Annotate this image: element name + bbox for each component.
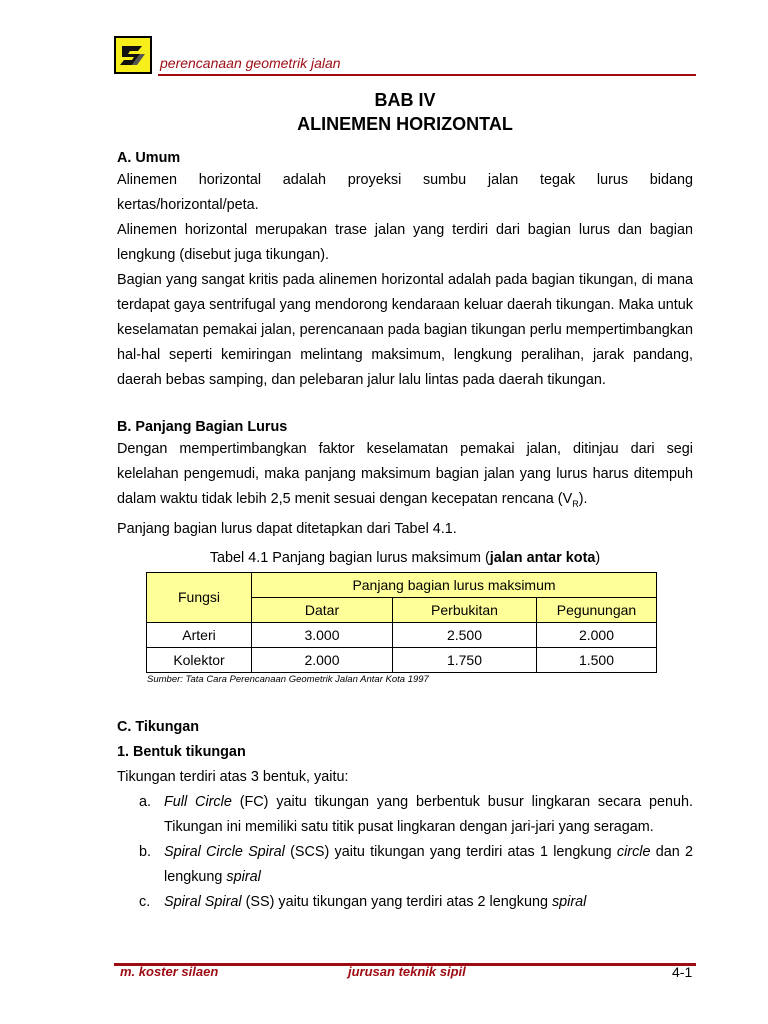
table-cell: 2.000: [252, 647, 393, 672]
table-header-fungsi: Fungsi: [147, 572, 252, 622]
straight-length-table: [146, 572, 657, 673]
table-cell: 2.000: [537, 622, 657, 647]
footer-author: m. koster silaen: [120, 964, 219, 979]
table-source: Sumber: Tata Cara Perencanaan Geometrik Jalan Antar Kota 1997: [147, 673, 429, 685]
paragraph: Alinemen horizontal adalah proyeksi sumbu jalan tegak lurus bidang kertas/horizontal/peta.: [117, 172, 693, 213]
section-b-heading: B. Panjang Bagian Lurus: [117, 419, 288, 435]
header-divider: [158, 74, 696, 76]
chapter-number: BAB IV: [374, 90, 436, 110]
page-header: [114, 36, 696, 78]
curve-type-list: [117, 790, 693, 915]
page-number: 4-1: [672, 964, 693, 980]
section-a-heading: A. Umum: [117, 150, 181, 166]
table-caption: Tabel 4.1 Panjang bagian lurus maksimum (jalan antar kota): [209, 549, 601, 566]
table-cell: Kolektor: [147, 647, 252, 672]
table-row: [147, 622, 657, 647]
table-header-pegunungan: Pegunungan: [537, 597, 657, 622]
list-item: b. Spiral Circle Spiral (SCS) yaitu tikungan yang terdiri atas 1 lengkung circle dan 2 lengkung spiral: [139, 843, 693, 885]
table-cell: 2.500: [393, 622, 537, 647]
paragraph: Bagian yang sangat kritis pada alinemen horizontal adalah pada bagian tikungan, di mana terdapat gaya sentrifugal yang mendorong kendaraan keluar daerah tikungan. Maka untuk keselamatan pemakai jalan, perencanaan pada bagian tikungan perlu mempertimbangkan hal-hal seperti kemiringan melintang maksimum, lengkung peralihan, jarak pandang, daerah bebas samping, dan pelebaran jalur lalu lintas pada daerah tikungan.: [117, 272, 693, 388]
subsection-heading: 1. Bentuk tikungan: [117, 743, 246, 760]
header-title: perencanaan geometrik jalan: [160, 55, 341, 71]
paragraph: Alinemen horizontal merupakan trase jalan yang terdiri dari bagian lurus dan bagian lengkung (disebut juga tikungan).: [117, 222, 693, 263]
list-item: c. Spiral Spiral (SS) yaitu tikungan yang terdiri atas 2 lengkung spiral: [139, 893, 587, 910]
table-cell: 1.500: [537, 647, 657, 672]
footer-department: jurusan teknik sipil: [348, 964, 466, 979]
chapter-title: ALINEMEN HORIZONTAL: [297, 114, 513, 134]
document-body: [117, 148, 693, 915]
table-header-perbukitan: Perbukitan: [393, 597, 537, 622]
table-header-datar: Datar: [252, 597, 393, 622]
paragraph: Tikungan terdiri atas 3 bentuk, yaitu:: [117, 768, 349, 785]
table-header-group: Panjang bagian lurus maksimum: [252, 572, 657, 597]
paragraph: Dengan mempertimbangkan faktor keselamatan pemakai jalan, ditinjau dari segi kelelahan pengemudi, maka panjang maksimum bagian jalan yang lurus harus ditempuh dalam waktu tidak lebih 2,5 menit sesuai dengan kecepatan rencana $(V_R)$.: [117, 441, 693, 509]
list-item: a. Full Circle (FC) yaitu tikungan yang berbentuk busur lingkaran secara penuh. Tikungan ini memiliki satu titik pusat lingkaran dengan jari-jari yang seragam.: [139, 793, 694, 835]
table-cell: Arteri: [147, 622, 252, 647]
table-row: [147, 647, 657, 672]
table-cell: 1.750: [393, 647, 537, 672]
section-c-heading: C. Tikungan: [117, 718, 200, 735]
paragraph: Panjang bagian lurus dapat ditetapkan dari Tabel 4.1.: [117, 520, 457, 537]
table-cell: 3.000: [252, 622, 393, 647]
logo-icon: [114, 36, 152, 74]
